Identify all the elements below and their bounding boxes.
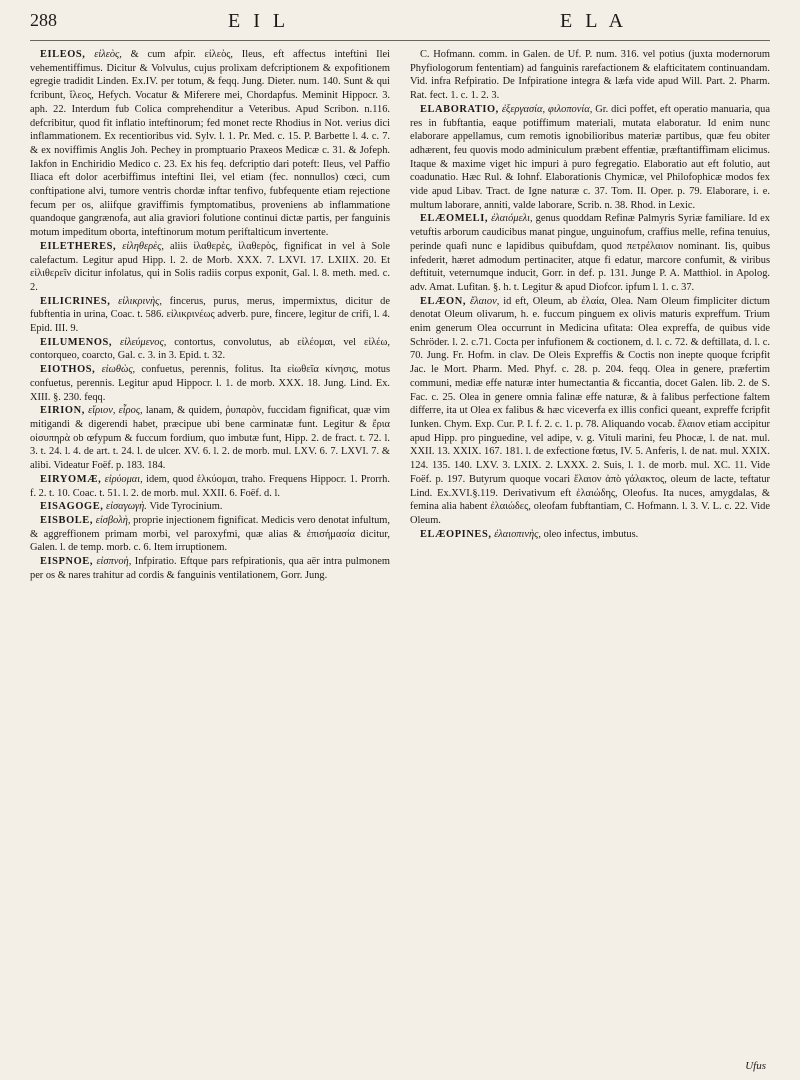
entry-greek: ἐξεργασία, φιλοπονία, — [501, 103, 593, 115]
entry-text: Vide Tyrocinium. — [149, 501, 223, 513]
dictionary-entry — [30, 295, 390, 336]
entry-text: Gr. dici poffet, eft operatio manuaria, qua res in fubftantia, eaque potiffimum materiali, mutata elaboratur. Id enim nunc elaborare appellamus, cum remotis ignobilioribus materiæ partibus, quæ feu obiter adhærent, feu quovis modo adminiculum præbent effentiæ, præftantiffimam elicimus. Itaque & maxime viget hic impuri à puro fegregatio. Elaboratio aut eft folutio, aut coadunatio. Hæc Rul. & Iohnf. Elaborationis Chymicæ, vel Philofophicæ modos fex vide apud Libav. Tract. de Igne naturæ c. 37. Tom. II. Oper. p. 79. Elaborare, i. e. multum laborare, anniti, valde laborare, Scrib. n. 38. Rhod. in Lexic. — [410, 103, 770, 211]
entry-headword: ELÆON, — [420, 295, 467, 307]
entry-greek: εἰλικρινὴς, — [118, 295, 162, 307]
entry-text: lanam, & quidem, ῥυπαρὸν, fuccidam fignificat, quæ vim mitigandi & digerendi habet, præcipue ubi bene carminatæ funt. Legitur & ἔρια οἰσυπηρὰ ob œfypum & fuccum fordium, quo imbutæ funt, Hipp. 2. de fract. t. 72. l. 3. t. 24. l. 4. de art. t. 24. l. de ulcer. XV. 6. l. 2. de morb. mul. LXV. 6. 7. LXVI. 7. & alibi. Videatur Foëf. p. 183. 184. — [30, 405, 390, 472]
left-running-head: E I L — [228, 10, 290, 32]
dictionary-entry — [30, 336, 390, 363]
entry-text: idem, quod ἑλκύομαι, traho. Frequens Hippocr. 1. Prorrh. f. 2. t. 10. Coac. t. 51. l. 2. de morb. mul. XXII. 6. Foëf. d. l. — [30, 473, 390, 499]
right-column — [410, 48, 770, 1068]
entry-greek: εἰλεὸς, — [94, 49, 122, 60]
dictionary-entry — [30, 240, 390, 295]
entry-greek: εἰλεύμενος, — [120, 336, 167, 348]
right-running-head: E L A — [560, 10, 628, 32]
entry-greek: ἐλαιόμελι, — [491, 213, 533, 225]
entry-greek: ἔλαιον, — [469, 295, 500, 307]
left-column — [30, 48, 390, 1068]
entry-headword: EIRION, — [40, 405, 85, 417]
entry-text: genus quoddam Refinæ Palmyris Syriæ familiare. Id ex vetuftis arborum caudicibus manat pingue, unguinofum, craffius melle, refina tenuius, perinde quafi nunc e lapidibus quibufdam, quod πετρέλαιον nominant. Iis, quibus infederit, hæret admodum pertinaciter, atque fi edatur, marcore confumit, & viribus deftituit, veternumque inducit, Gorr. in def. p. 131. Junge P. A. Matthiol. in Apolog. adv. Amat. Lufitan. §. h. t. Legitur & apud Diofcor. ipfum l. 1. c. 37. — [410, 213, 770, 293]
entry-greek: εἴριον, εἶρος, — [88, 405, 143, 417]
catchword: Ufus — [745, 1060, 766, 1072]
entry-headword: EILEOS, — [40, 49, 86, 60]
dictionary-entry — [30, 404, 390, 473]
entry-headword: EILUMENOS, — [40, 336, 113, 348]
entry-text: proprie injectionem fignificat. Medicis vero denotat infultum, & aggreffionem primam morbi, vel paroxyfmi, quæ alias & ἐπισήμασία dicitur, Galen. l. de temp. morb. c. 6. Item irruptionem. — [30, 514, 390, 554]
dictionary-entry — [30, 473, 390, 500]
dictionary-entry — [30, 555, 390, 582]
entry-text: & cum afpir. εἰλεὸς, Ileus, eft affectus inteftini Ilei vehementiffimus. Dicitur & Volvulus, cujus prolixam defcriptionem & expofitionem egregie tradidit Linden. Ex.IV. per totum, & feqq. Jung. Dieter. num. 140. Sunt & qui fcribunt, ἴλεος, Hefych. Vocatur & Miferere mei, Chordapfus. Meminit Hippocr. 3. aph. 22. Interdum fub Colica comprehenditur a Veteribus. Apud Scribon. n.116. defcribitur, quod fit inflatio inteftinorum; fed monet recte Rhodius in Not. verius dici inflammationem. Ex recentioribus vid. Sylv. l. 1. Pr. Med. c. 15. P. Barbette l. 4. c. 7. & ex noviffimis Anglis Joh. Pechey in promptuario Praxeos Medicæ c. 31. & Jofeph. Iakfon in Enchiridio Medico c. 23. Ex his feq. defcriptio dari poteft: Ileus, vel Paffio Iliaca eft dolor acerbiffimus inteftini Ilei, vel etiam (fec. nonnullos) cœci, cum conftipatione alvi, tumore ventris chordæ inftar tenfivo, fubfequente etiam rejectione fecum per os, aliifque graviffimis fymptomatibus, proveniens ab inflammatione quandoque gangrænofa, aut alia graviori folutione continui dictæ partis, per fanguinis motum impeditum oborta, inteftinorum motum periftalticum invertente. — [30, 49, 390, 239]
dictionary-entry — [410, 528, 770, 542]
entry-greek: εἰληθερὲς, — [122, 240, 164, 252]
entry-headword: ELÆOMELI, — [420, 213, 489, 225]
entry-headword: EIRYOMÆ, — [40, 473, 102, 485]
entry-text: contortus, convolutus, ab εἰλέομαι, vel εἰλέω, contorqueo, coarcto, Gal. c. 3. in 3. Epid. t. 32. — [30, 336, 390, 362]
entry-greek: εἰωθὼς, — [101, 364, 136, 376]
entry-text: fincerus, purus, merus, impermixtus, dicitur de fubftentia in urina, Coac. t. 586. εἰλικρινέως adverb. pure, fincere, legitur de crifi, l. 4. Epid. III. 9. — [30, 295, 390, 335]
dictionary-entry — [30, 500, 390, 514]
page-header — [30, 10, 770, 38]
dictionary-entry — [30, 514, 390, 555]
header-rule — [30, 40, 770, 41]
dictionary-entry — [30, 48, 390, 240]
entry-text: confuetus, perennis, folitus. Ita εἰωθεῖα κίνησις, motus confuetus, perennis. Legitur apud Hippocr. l. 1. de morb. XXX. 18. Jung. Lind. Ex. XIII. §. 230. feqq. — [30, 364, 390, 403]
entry-greek: ἐλαιοπινὴς, — [494, 528, 541, 540]
entry-headword: EISBOLE, — [40, 514, 94, 526]
entry-greek: εἰσπνοὴ, — [96, 556, 132, 568]
entry-text: aliis ἰλαθερὲς, ἰλαθερὸς, fignificat in vel à Sole calefactum. Legitur apud Hipp. l. 2. de Morb. XXX. 7. LXVI. 17. LXIIX. 20. Et εἰλιθερεῖν dicitur infolatus, qui in Solis radiis corpus exponit, Gal. l. 8. meth. med. c. 2. — [30, 240, 390, 293]
entry-headword: EILETHERES, — [40, 240, 117, 252]
entry-greek: εἰσβολὴ, — [95, 514, 131, 526]
entry-greek: εἰσαγωγὴ. — [106, 501, 147, 513]
dictionary-entry — [410, 103, 770, 213]
entry-headword: EIOTHOS, — [40, 364, 96, 376]
dictionary-entry — [410, 48, 770, 103]
entry-headword: ELABORATIO, — [420, 103, 499, 115]
dictionary-entry — [410, 295, 770, 528]
entry-headword: EILICRINES, — [40, 295, 111, 307]
entry-text: id eft, Oleum, ab ἐλαία, Olea. Nam Oleum fimpliciter dictum denotat Oleum olivarum, h. e. fuccum pinguem ex olivis maturis expreffum. Trium enim generum Olea occurrunt in Medicina ufitata: Olea expreffa, de quibus vide Schröder. l. 2. c.71. Cocta per infufionem & coctionem, d. l. c. 72. & deftillata, d. l. c. 70. Jung. Fr. Hofm. in clav. De Oleis Expreffis & Coctis non inepte quoque fcripfit Jac. le Mort. Pharm. Med. Phyf. c. 28. p. 204. feqq. Olea in genere, præfertim communi, mediæ effe naturæ inter humectantia & ficcantia, docet Galen. lib. 2. de S. Fac. c. 25. Olea in genere omnia falinæ effe naturæ, & à falibus perfectione faltem differre, ita ut Olea ex falibus & hæc viceverfa ex illis confici queant, expreffe fcripfit Iunken. Chym. Exp. Cur. P. I. f. 2. c. 1. p. 78. Aliquando vocab. ἔλαιον etiam accipitur apud Hipp. pro pinguedine, vel adipe, v. g. Vituli marini, feu Phocæ, l. de nat. mul. XXII. 13. XXIX. 167. 181. l. de exfectione fœtus, IV. 5. Anferis, l. de nat. mul. XXIX. 124. 135. 140. LXV. 3. LXIX. 2. LXXX. 2. Suis, l. 1. de morb. mul. XC. 11. Vide Foëf. p. 197. Butyrum quoque vocari ἔλαιον ἀπὸ γάλακτος, oleum de lacte, teftatur Lind. Ex.XVI.§.119. Derivativum eft ἐλαιώδης, Oleofus. Ita nuces, amygdalas, & femina alia habent ἐλαιώδες, oleofam fubftantiam, C. Hofmann. l. 3. V. L. c. 22. Vide Oleum. — [410, 295, 770, 526]
entry-greek: εἰρύομαι, — [104, 473, 143, 485]
dictionary-entry — [30, 363, 390, 404]
dictionary-entry — [410, 212, 770, 294]
entry-text: oleo infectus, imbutus. — [543, 528, 639, 540]
entry-headword: EISAGOGE, — [40, 501, 104, 513]
entry-headword: ELÆOPINES, — [420, 528, 492, 540]
page-number: 288 — [30, 10, 57, 30]
entry-text: Infpiratio. Eftque pars refpirationis, qua aër intra pulmonem per os & nares trahitur ad cordis & fanguinis ventilationem, Gorr. Jung. — [30, 556, 390, 581]
entry-headword: EISPNOE, — [40, 556, 94, 568]
entry-text: C. Hofmann. comm. in Galen. de Uf. P. num. 316. vel potius (juxta modernorum Phyfiologorum fententiam) ad fanguinis rarefactionem & elafticitatem continuandam. Vid. infra Refpiratio. De Infpiratione integra & læfa vide apud Will. Part. 2. Pharm. Rat. fect. 1. c. 1. 2. 3. — [410, 49, 770, 102]
